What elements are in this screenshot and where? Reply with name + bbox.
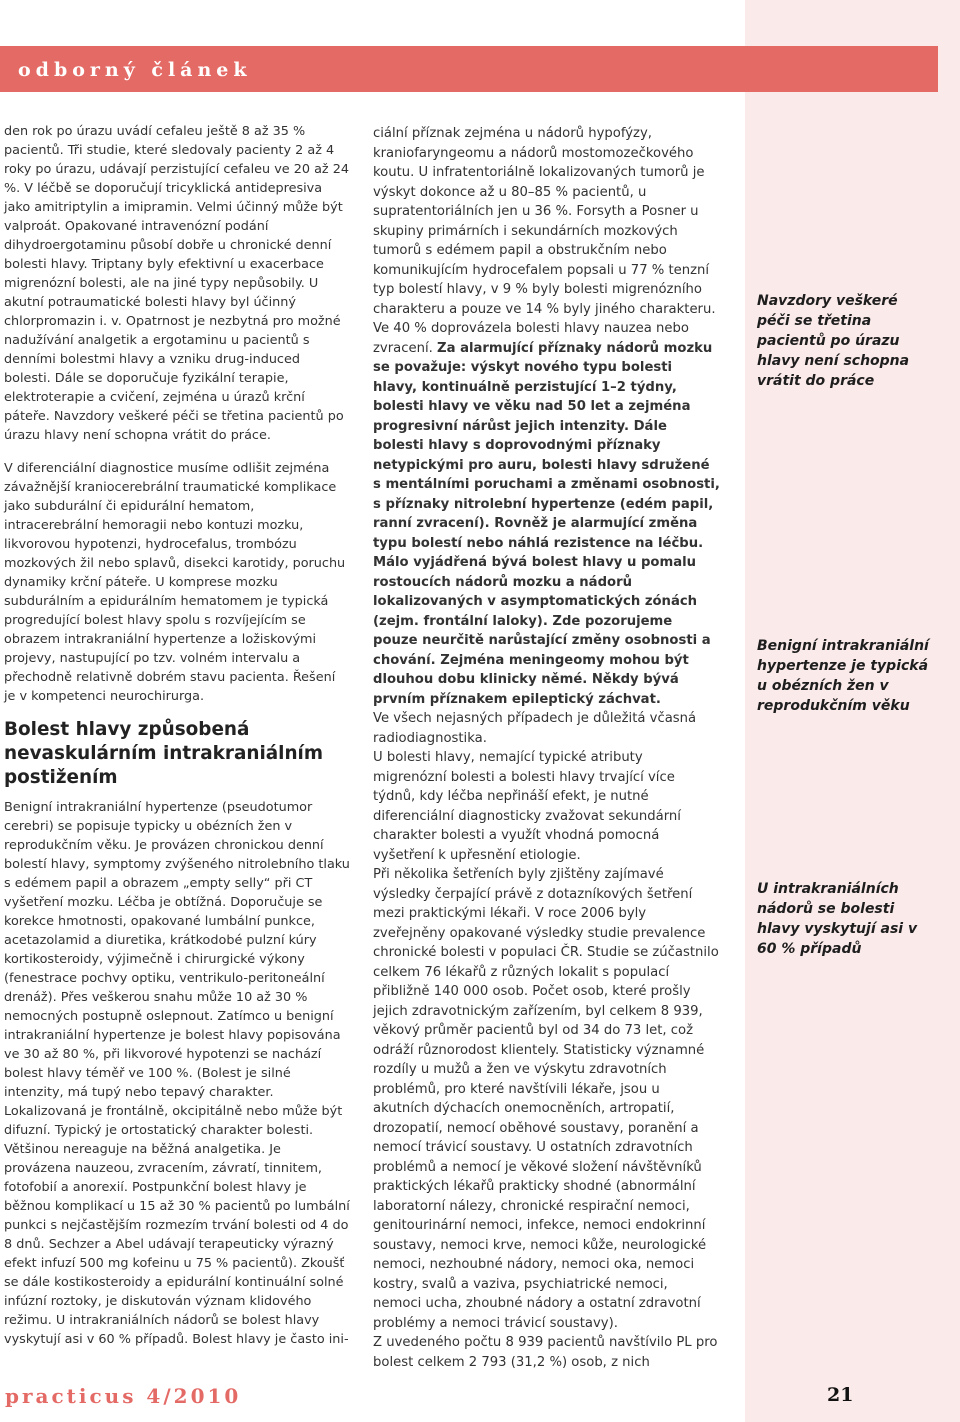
middle-paragraph-2: Ve všech nejasných případech je důležitá včasná radiodiagnostika. (373, 711, 697, 746)
pull-quote-1: Navzdory veškeré péči se třetina pacientů po úrazu hlavy není schopna vrátit do práce (757, 293, 910, 389)
middle-paragraph-3: U bolesti hlavy, nemající typické atributy migrenózní bolesti a bolesti hlavy trvající více týdnů, kdy léčba nepřináší efekt, je nutné diferenciální diagnosticky zvažovat sekundární charakter bolesti a využít vhodná pomocná vyšetření k upřesnění etiologie. (373, 750, 681, 863)
left-paragraph-2: V diferenciální diagnostice musíme odlišit zejména závažnější kraniocerebrální traumatické komplikace jako subdurální či epidurální hematom, intracerebrální hemoragii nebo kontuzi mozku, likvorovou hypotenzi, hydrocefalus, trombózu mozkových žil nebo splavů, disekci karotidy, poruchu dynamiky krční páteře. U komprese mozku subdurálním a epidurálním hematomem je typická progredující bolest hlavy spolu s rozvíjejícím se obrazem intrakraniální hypertenze a ložiskovými projevy, nastupující po tzv. volném intervalu a přechodně relativně dobrém stavu pacienta. Řešení je v kompetenci neurochirurga. (4, 461, 346, 704)
middle-paragraph-1 (373, 124, 720, 709)
alarming-symptoms-text: Za alarmující příznaky nádorů mozku se považuje: výskyt nového typu bolesti hlavy, kontinuálně perzistující 1–2 týdny, bolesti hlavy ve věku nad 50 let a zejména progresivní nárůst jejich intenzity. Dále bolesti hlavy s doprovodnými příznaky netypickými pro auru, bolesti hlavy sdružené s mentálními poruchami a změnami osobnosti, s příznaky nitrolební hypertenze (edém papil, ranní zvracení). Rovněž je alarmující změna typu bolestí nebo náhlá rezistence na léčbu. Málo vyjádřená bývá bolest hlavy u pomalu rostoucích nádorů mozku a nádorů lokalizovaných v asymptomatických zónách (zejm. frontální laloky). Zde pozorujeme pouze neurčitě narůstající změny osobnosti a chování. Zejména meningeomy mohou být dlouhou dobu klinicky němé. Někdy bývá prvním příznakem epileptický záchvat. (373, 340, 720, 707)
journal-footer: practicus 4/2010 (5, 1384, 242, 1408)
middle-column (373, 124, 720, 1372)
left-paragraph-1: den rok po úrazu uvádí cefaleu ještě 8 až 35 % pacientů. Tři studie, které sledovaly pacienty 2 až 4 roky po úrazu, udávají perzistující cefaleu ve 20 až 24 %. V léčbě se doporučují tricyklická antidepresiva jako amitriptylin a imipramin. Velmi účinný může být valproát. Opakované intravenózní podání dihydroergotaminu působí dobře u chronické denní bolesti hlavy. Triptany byly efektivní u exacerbace migrenózní bolesti, ale na jiné typy nepůsobily. U akutní potraumatické bolesti hlavy byl účinný chlorpromazin i. v. Opatrnost je nezbytná pro možné nadužívání analgetik a ergotaminu u pacientů s denními bolestmi hlavy a vzniku drug-induced bolesti. Dále se doporučuje fyzikální terapie, elektroterapie a cvičení, zejména u úrazů krční páteře. Navzdory veškeré péči se třetina pacientů po úrazu hlavy není schopna vrátit do práce. (4, 124, 350, 443)
middle-paragraph-4: Při několika šetřeních byly zjištěny zajímavé výsledky čerpající právě z dotazníkových šetření mezi praktickými lékaři. V roce 2006 byly zveřejněny opakované výsledky studie prevalence chronické bolesti v populaci ČR. Studie se zúčastnilo celkem 76 lékařů z různých lokalit s populací přibližně 140 000 osob. Počet osob, které prošly jejich zdravotnickým zařízením, byl celkem 8 939, věkový průměr pacientů byl od 34 do 73 let, což odráží různorodost klientely. Statisticky významné rozdíly u mužů a žen ve výskytu zdravotních problémů, pro které navštívili lékaře, jsou u akutních dýchacích onemocněních, artropatií, drozopatií, nemocí oběhové soustavy, poranění a nemocí trávicí soustavy. U ostatních zdravotních problémů a nemocí je věkové složení návštěvníků praktických lékařů prakticky shodné (abnormální laboratorní nálezy, chronické respirační nemoci, genitourinární nemoci, infekce, nemoci endokrinní soustavy, nemoci krve, nemoci kůže, neurologické nemoci, nezhoubné nádory, nemoci oka, nemoci kostry, svalů a vaziva, psychiatrické nemoci, nemoci ucha, zhoubné nádory a ostatní zdravotní problémy a nemoci trávicí soustavy). (373, 867, 719, 1331)
section-heading: Bolest hlavy způsobená nevaskulárním intrakraniálním postižením (4, 719, 324, 788)
pull-quote-2: Benigní intrakraniální hypertenze je typická u obézních žen v reprodukčním věku (757, 638, 929, 714)
page-number: 21 (827, 1384, 854, 1406)
middle-paragraph-1-text: ciální příznak zejména u nádorů hypofýzy, kraniofaryngeomu a nádorů mostomozečkového koutu. U infratentoriálně lokalizovaných tumorů je výskyt dokonce až u 80–85 % pacientů, u supratentoriálních jen u 36 %. Forsyth a Posner u skupiny primárních i sekundárních mozkových tumorů s edémem papil a obstrukčním nebo komunikujícím hydrocefalem popsali u 77 % tenzní typ bolestí hlavy, v 9 % byly bolesti migrenózního charakteru a pouze ve 14 % byly jiného charakteru. Ve 40 % doprovázela bolesti hlavy nauzea nebo zvracení. (373, 126, 716, 356)
left-column (4, 122, 350, 1349)
left-paragraph-3: Benigní intrakraniální hypertenze (pseudotumor cerebri) se popisuje typicky u obézních žen v reprodukčním věku. Je provázen chronickou denní bolestí hlavy, symptomy zvýšeného nitrolebního tlaku s edémem papil a obrazem „empty selly“ při CT vyšetření mozku. Léčba je obtížná. Doporučuje se korekce hmotnosti, opakované lumbální punkce, acetazolamid a diuretika, krátkodobé pulzní kúry kortikosteroidy, výjimečně i chirurgické výkony (fenestrace pochvy optiku, ventrikulo-peritoneální drenáž). Přes veškerou snahu může 10 až 30 % nemocných postupně oslepnout. Zatímco u benigní intrakraniální hypertenze je bolest hlavy popisována ve 30 až 80 %, při likvorové hypotenzi se nachází bolest hlavy téměř ve 100 %. (Bolest je silné intenzity, má tupý nebo tepavý charakter. Lokalizovaná je frontálně, okcipitálně nebo může být difuzní. Typický je ortostatický charakter bolesti. Většinou nereaguje na běžná analgetika. Je provázena nauzeou, zvracením, závratí, tinnitem, fotofobií a anorexií. Postpunkční bolest hlavy je běžnou komplikací u 15 až 30 % pacientů po lumbální punkci s nejčastějším rozmezím trvání bolesti od 4 do 8 dnů. Sechzer a Abel udávají terapeuticky výrazný efekt infuzí 500 mg kofeinu u 75 % pacientů). Zkoušť se dále kostikosteroidy a epidurální kontinuální solné infúzní roztoky, je diskutován význam klidového režimu. U intrakraniálních nádorů se bolest hlavy vyskytují asi v 60 % případů. Bolest hlavy je často ini- (4, 800, 350, 1347)
pull-quote-3: U intrakraniálních nádorů se bolesti hlavy vyskytují asi v 60 % případů (757, 881, 918, 957)
section-label: odborný článek (18, 59, 252, 81)
middle-paragraph-5: Z uvedeného počtu 8 939 pacientů navštívilo PL pro bolest celkem 2 793 (31,2 %) osob, z nich (373, 1335, 718, 1370)
